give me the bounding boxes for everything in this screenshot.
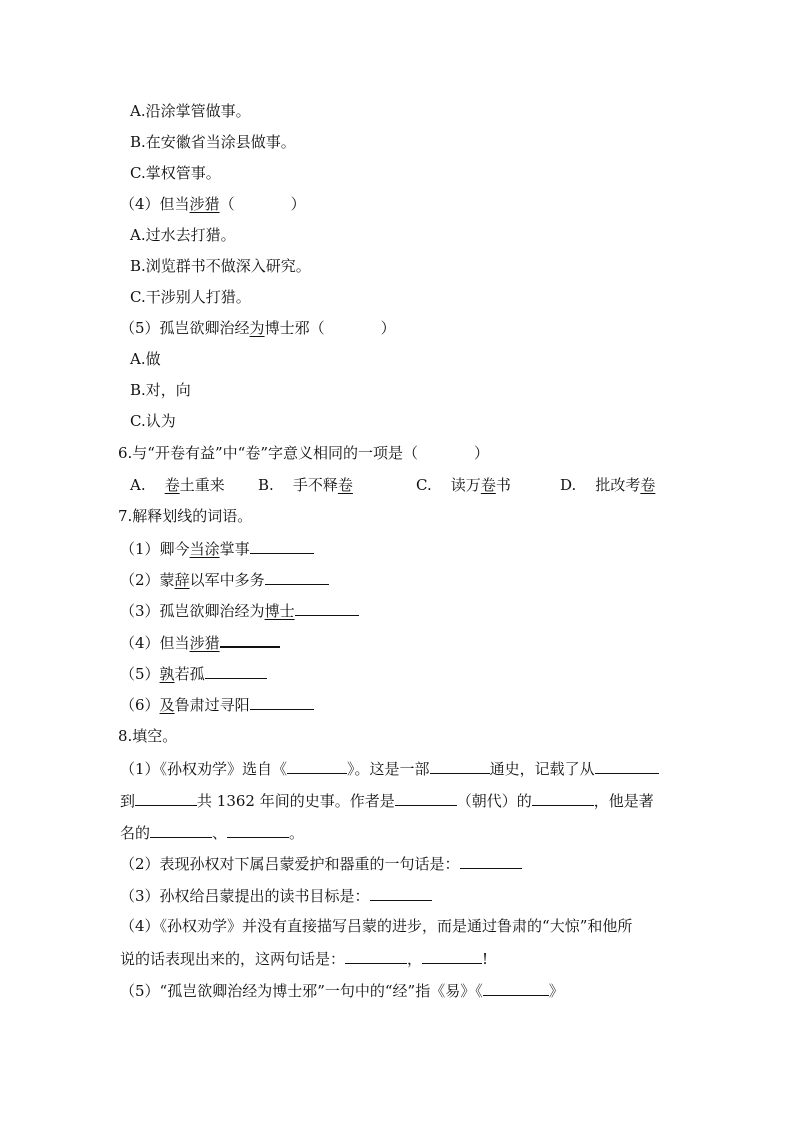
q6-option-d [560, 475, 655, 495]
q7-item-2 [120, 569, 329, 590]
q5-4-stem [120, 194, 306, 214]
q7-item-4 [120, 631, 280, 653]
q7-item-4-pre: 但当 [159, 634, 190, 652]
q8-part-4-line-1: （4）《孙权劝学》并没有直接描写吕蒙的进步，而是通过鲁肃的“大惊”和他所 [120, 917, 633, 935]
q8-p5-text-a: （5）“孤岂欲卿治经为博士邪”一句中的“经”指《易》《 [120, 982, 483, 1000]
q5-4-open-paren: （ [219, 195, 235, 213]
q7-item-3-pre: 孤岂欲卿治经为 [159, 602, 265, 620]
q8-p1-text-h: 名的 [120, 824, 151, 842]
q5-4-underlined-word: 涉猎 [189, 195, 220, 213]
q7-item-4-word: 涉猎 [189, 634, 220, 652]
q8-p1-blank-role-2 [227, 822, 289, 838]
q8-p1-blank-type [430, 758, 490, 774]
q8-part-1-line-1 [120, 758, 659, 779]
q6-option-c-rest: 书 [495, 476, 511, 494]
q8-p2-text: （2）表现孙权对下属吕蒙爱护和器重的一句话是： [120, 855, 460, 873]
q5-3-option-a: A.沿涂掌管做事。 [130, 102, 251, 120]
q6-option-a [130, 475, 225, 495]
q8-part-2 [120, 853, 522, 874]
q5-5-option-a: A.做 [130, 350, 161, 368]
q8-p1-text-e: 共 1362 年间的史事。作者是 [197, 792, 395, 810]
q5-5-close-paren: ） [380, 319, 396, 337]
q7-item-1-word: 当涂 [189, 540, 220, 558]
q7-item-4-number: （4） [120, 634, 160, 652]
q8-p2-blank [460, 853, 522, 869]
q5-4-close-paren: ） [290, 195, 306, 213]
q8-p1-text-b: 》。这是一部 [347, 760, 430, 778]
q6-stem-text: 6.与“开卷有益”中“卷”字意义相同的一项是（ [118, 444, 418, 462]
q7-item-6-post: 鲁肃过寻阳 [174, 696, 250, 714]
q8-p1-blank-role-1 [150, 822, 212, 838]
q8-part-5 [120, 980, 564, 1001]
q6-option-a-letter: A. [130, 476, 146, 494]
q8-p1-text-c: 通史，记载了从 [489, 760, 595, 778]
q7-item-2-post: 以军中多务 [189, 571, 265, 589]
q8-p1-blank-book [287, 758, 347, 774]
q7-item-6 [120, 694, 314, 715]
q7-item-5-post: 若孤 [174, 665, 205, 683]
q6-option-b [258, 475, 353, 495]
q7-item-2-number: （2） [120, 571, 160, 589]
q7-item-3-word: 博士 [264, 602, 295, 620]
q7-item-3-blank [295, 600, 359, 616]
q8-p1-blank-author [532, 790, 594, 806]
q7-item-1-blank [250, 538, 314, 554]
q8-p1-text-f: （朝代）的 [456, 792, 532, 810]
q8-p1-blank-from [595, 758, 659, 774]
q7-item-1-pre: 卿今 [159, 540, 190, 558]
q8-part-1-line-3 [120, 822, 304, 843]
q5-5-prefix: （5）孤岂欲卿治经 [120, 319, 250, 337]
q7-item-2-pre: 蒙 [159, 571, 175, 589]
q7-item-5 [120, 663, 267, 684]
q5-4-option-b: B.浏览群书不做深入研究。 [130, 257, 311, 275]
q8-part-1-line-2 [120, 790, 654, 811]
q8-title: 8.填空。 [118, 727, 178, 745]
q7-item-1 [120, 538, 314, 559]
q8-part-3 [120, 885, 432, 906]
q8-p3-blank [370, 885, 432, 901]
q7-item-1-number: （1） [120, 540, 160, 558]
q6-stem [118, 443, 489, 463]
q8-p4-blank-2 [422, 948, 482, 964]
q5-5-suffix: 博士邪 [264, 319, 310, 337]
q5-5-stem [120, 318, 396, 338]
q8-p1-text-d: 到 [120, 792, 136, 810]
q6-option-d-letter: D. [560, 476, 577, 494]
q8-p1-text-j: 。 [289, 824, 305, 842]
q6-option-c [416, 475, 511, 495]
q7-item-6-blank [250, 694, 314, 710]
q5-5-open-paren: （ [309, 319, 325, 337]
q7-item-6-word: 及 [159, 696, 175, 714]
q8-p1-text-a: （1）《孙权劝学》选自《 [120, 760, 288, 778]
q7-item-4-blank [220, 631, 280, 648]
q5-4-option-c: C.干涉别人打猎。 [130, 288, 251, 306]
q6-option-d-pre: 批改考 [595, 476, 641, 494]
q7-title: 7.解释划线的词语。 [118, 507, 253, 525]
q6-option-d-word: 卷 [640, 476, 656, 494]
q6-option-c-letter: C. [416, 476, 432, 494]
q5-5-option-b: B.对，向 [130, 381, 191, 399]
q7-item-3 [120, 600, 359, 621]
q7-item-5-blank [205, 663, 267, 679]
q6-option-c-word: 卷 [480, 476, 496, 494]
q6-option-a-word: 卷 [164, 476, 180, 494]
q5-3-option-b: B.在安徽省当涂县做事。 [130, 133, 296, 151]
q5-5-underlined-word: 为 [249, 319, 265, 337]
q6-option-b-word: 卷 [337, 476, 353, 494]
q8-p1-text-g: ，他是著 [593, 792, 654, 810]
q8-p1-blank-dynasty [395, 790, 457, 806]
q7-item-5-word: 孰 [159, 665, 175, 683]
q7-item-5-number: （5） [120, 665, 160, 683]
q8-part-4-line-2 [120, 948, 488, 969]
q6-option-b-letter: B. [258, 476, 274, 494]
q5-4-prefix: （4）但当 [120, 195, 190, 213]
q5-4-option-a: A.过水去打猎。 [130, 226, 236, 244]
q8-p4-text-c: ， [407, 950, 423, 968]
q8-p4-text-d: ! [482, 950, 489, 968]
q7-item-6-number: （6） [120, 696, 160, 714]
q6-option-b-pre: 手不释 [292, 476, 338, 494]
q8-p4-text-b: 说的话表现出来的，这两句话是： [120, 950, 346, 968]
q6-option-c-pre: 读万 [450, 476, 481, 494]
q8-p1-text-i: 、 [212, 824, 228, 842]
q7-item-2-blank [265, 569, 329, 585]
q5-3-option-c: C.掌权管事。 [130, 164, 221, 182]
q6-option-a-rest: 土重来 [179, 476, 225, 494]
q6-close-paren: ） [474, 444, 490, 462]
q5-5-option-c: C.认为 [130, 412, 176, 430]
q8-p3-text: （3）孙权给吕蒙提出的读书目标是： [120, 887, 370, 905]
q8-p5-blank [483, 980, 549, 996]
q7-item-1-post: 掌事 [219, 540, 250, 558]
q8-p4-blank-1 [345, 948, 407, 964]
q7-item-2-word: 辞 [174, 571, 190, 589]
q7-item-3-number: （3） [120, 602, 160, 620]
q8-p1-blank-to [135, 790, 197, 806]
q8-p5-text-b: 》 [548, 982, 564, 1000]
